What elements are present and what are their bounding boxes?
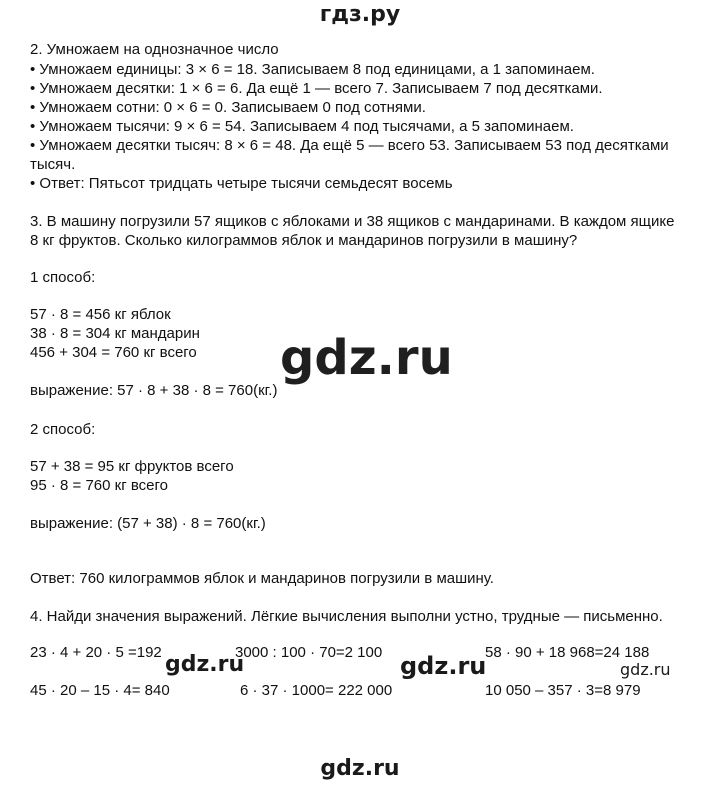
way2-line-1: 57 + 38 = 95 кг фруктов всего [30, 458, 234, 475]
task2-line-6: тысяч. [30, 156, 76, 173]
bottom-watermark: gdz.ru [320, 756, 400, 781]
expr-r2-c1: 45 · 20 – 15 · 4= 840 [30, 682, 170, 699]
watermark-2: gdz.ru [400, 652, 487, 680]
way1-line-2: 38 · 8 = 304 кг мандарин [30, 325, 200, 342]
watermark-3: gdz.ru [620, 660, 671, 679]
expr-r2-c3: 10 050 – 357 · 3=8 979 [485, 682, 641, 699]
way2-label: 2 способ: [30, 421, 96, 438]
way1-expression: выражение: 57 · 8 + 38 · 8 = 760(кг.) [30, 382, 278, 399]
way2-expression: выражение: (57 + 38) · 8 = 760(кг.) [30, 515, 266, 532]
way1-label: 1 способ: [30, 269, 96, 286]
header-watermark: гдз.ру [319, 2, 401, 27]
expr-r1-c3: 58 · 90 + 18 968=24 188 [485, 644, 650, 661]
task2-title: 2. Умножаем на однозначное число [30, 41, 279, 58]
expr-r1-c1: 23 · 4 + 20 · 5 =192 [30, 644, 162, 661]
task2-line-3: • Умножаем сотни: 0 × 6 = 0. Записываем 0 под сотнями. [30, 99, 426, 116]
task3-text-1: 3. В машину погрузили 57 ящиков с яблоками и 38 ящиков с мандаринами. В каждом ящике [30, 213, 675, 230]
task2-line-2: • Умножаем десятки: 1 × 6 = 6. Да ещё 1 — всего 7. Записываем 7 под десятками. [30, 80, 603, 97]
way1-line-3: 456 + 304 = 760 кг всего [30, 344, 197, 361]
task3-text-2: 8 кг фруктов. Сколько килограммов яблок и мандаринов погрузили в машину? [30, 232, 578, 249]
way1-line-1: 57 · 8 = 456 кг яблок [30, 306, 171, 323]
task4-title: 4. Найди значения выражений. Лёгкие вычисления выполни устно, трудные — письменно. [30, 608, 663, 625]
center-watermark: gdz.ru [280, 330, 453, 386]
task3-answer: Ответ: 760 килограммов яблок и мандаринов погрузили в машину. [30, 570, 494, 587]
way2-line-2: 95 · 8 = 760 кг всего [30, 477, 168, 494]
task2-line-5: • Умножаем десятки тысяч: 8 × 6 = 48. Да ещё 5 — всего 53. Записываем 53 под десятками [30, 137, 669, 154]
task2-line-7: • Ответ: Пятьсот тридцать четыре тысячи семьдесят восемь [30, 175, 453, 192]
expr-r2-c2: 6 · 37 · 1000= 222 000 [240, 682, 393, 699]
watermark-1: gdz.ru [165, 652, 245, 677]
task2-line-4: • Умножаем тысячи: 9 × 6 = 54. Записываем 4 под тысячами, а 5 запоминаем. [30, 118, 574, 135]
task2-line-1: • Умножаем единицы: 3 × 6 = 18. Записываем 8 под единицами, а 1 запоминаем. [30, 61, 595, 78]
expr-r1-c2: 3000 : 100 · 70=2 100 [235, 644, 383, 661]
